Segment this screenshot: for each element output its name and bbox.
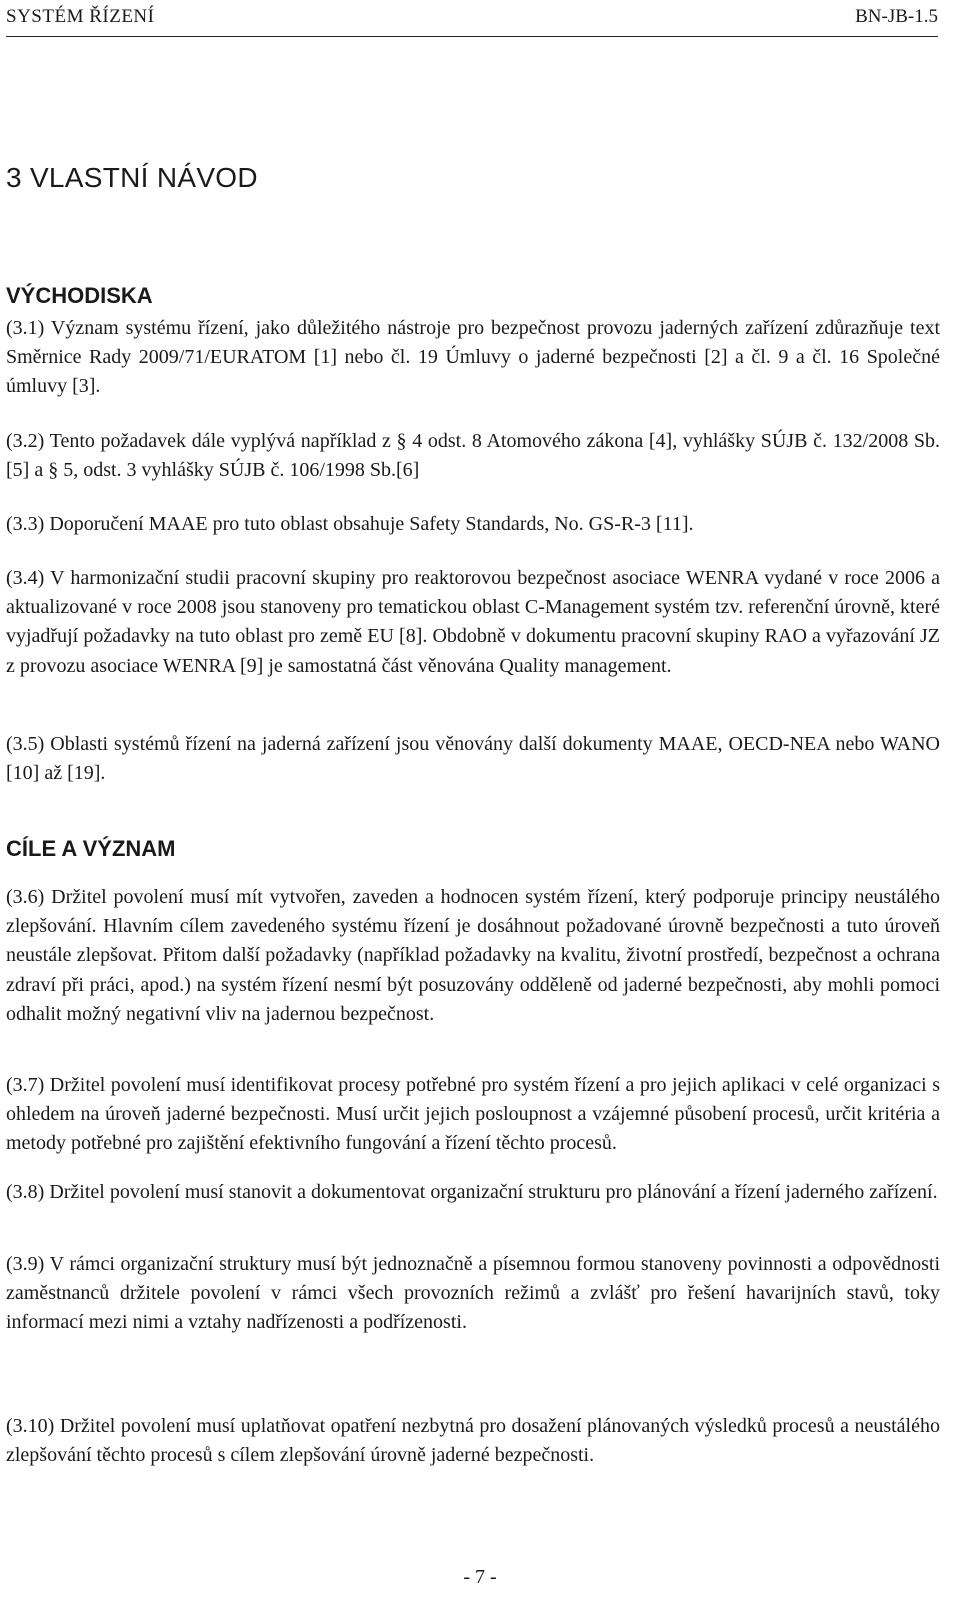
paragraph-3-4: (3.4) V harmonizační studii pracovní skupiny pro reaktorovou bezpečnost asociace WENRA vydané v roce 2006 a aktualizované v roce 2008 jsou stanoveny pro tematickou oblast C-Management systém tzv. referenční úrovně, které vyjadřují požadavky na tuto oblast pro země EU [8]. Obdobně v dokumentu pracovní skupiny RAO a vyřazování JZ z provozu asociace WENRA [9] je samostatná část věnována Quality management.	[6, 567, 940, 677]
paragraph-3-6: (3.6) Držitel povolení musí mít vytvořen, zaveden a hodnocen systém řízení, který podporuje principy neustálého zlepšování. Hlavním cílem zavedeného systému řízení je dosáhnout požadované úrovně bezpečnosti a tuto úroveň neustále zlepšovat. Přitom další požadavky (například požadavky na kvalitu, životní prostředí, bezpečnost a ochrana zdraví při práci, apod.) na systém řízení nesmí být posuzovány odděleně od jaderné bezpečnosti, aby mohli pomoci odhalit možný negativní vliv na jadernou bezpečnost.	[6, 886, 940, 1025]
chapter-title: 3 VLASTNÍ NÁVOD	[6, 162, 258, 193]
paragraph-3-3: (3.3) Doporučení MAAE pro tuto oblast obsahuje Safety Standards, No. GS-R-3 [11].	[6, 513, 694, 535]
section-heading-vychodiska: VÝCHODISKA	[6, 283, 153, 308]
paragraph-3-8: (3.8) Držitel povolení musí stanovit a dokumentovat organizační strukturu pro plánování a řízení jaderného zařízení.	[6, 1181, 938, 1203]
paragraph-3-9: (3.9) V rámci organizační struktury musí být jednoznačně a písemnou formou stanoveny povinnosti a odpovědnosti zaměstnanců držitele povolení v rámci všech provozních režimů a zvlášť pro řešení havarijních stavů, toky informací mezi nimi a vztahy nadřízenosti a podřízenosti.	[6, 1253, 940, 1334]
header-title: SYSTÉM ŘÍZENÍ	[6, 6, 155, 27]
paragraph-3-7: (3.7) Držitel povolení musí identifikovat procesy potřebné pro systém řízení a pro jejich aplikaci v celé organizaci s ohledem na úroveň jaderné bezpečnosti. Musí určit jejich posloupnost a vzájemné působení procesů, určit kritéria a metody potřebné pro zajištění efektivního fungování a řízení těchto procesů.	[6, 1074, 940, 1155]
paragraph-3-5: (3.5) Oblasti systémů řízení na jaderná zařízení jsou věnovány další dokumenty MAAE, OECD-NEA nebo WANO [10] až [19].	[6, 733, 940, 785]
header-doc-code: BN-JB-1.5	[855, 6, 938, 27]
page-header	[6, 6, 938, 37]
section-heading-cile-a-vyznam: CÍLE A VÝZNAM	[6, 836, 176, 861]
paragraph-3-2: (3.2) Tento požadavek dále vyplývá například z § 4 odst. 8 Atomového zákona [4], vyhlášky SÚJB č. 132/2008 Sb. [5] a § 5, odst. 3 vyhlášky SÚJB č. 106/1998 Sb.[6]	[6, 430, 940, 482]
page-number: - 7 -	[463, 1566, 497, 1588]
paragraph-3-1: (3.1) Význam systému řízení, jako důležitého nástroje pro bezpečnost provozu jaderných zařízení zdůrazňuje text Směrnice Rady 2009/71/EURATOM [1] nebo čl. 19 Úmluvy o jaderné bezpečnosti [2] a čl. 9 a čl. 16 Společné úmluvy [3].	[6, 317, 940, 398]
paragraph-3-10: (3.10) Držitel povolení musí uplatňovat opatření nezbytná pro dosažení plánovaných výsledků procesů a neustálého zlepšování těchto procesů s cílem zlepšování úrovně jaderné bezpečnosti.	[6, 1415, 940, 1467]
